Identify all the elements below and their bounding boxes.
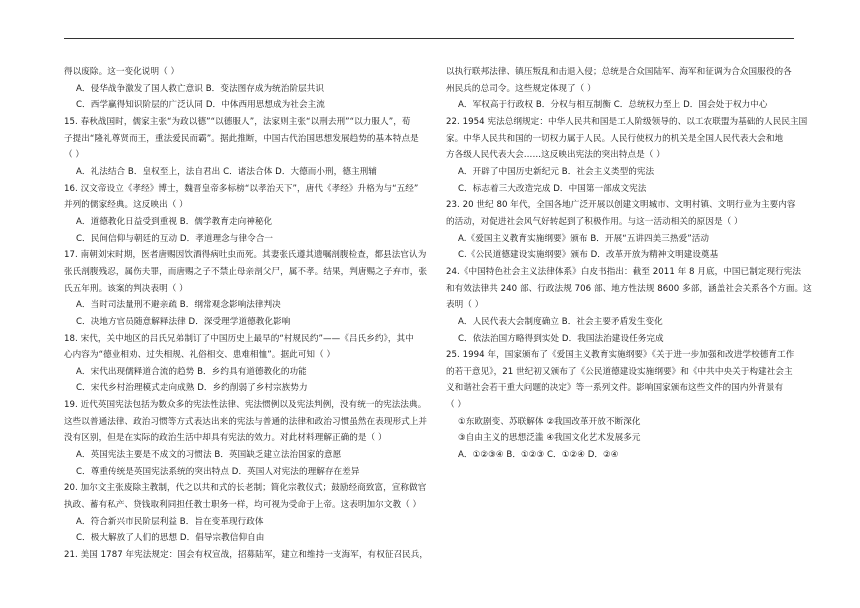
header-rule (64, 38, 794, 39)
text-line: 25. 1994 年，国家颁布了《爱国主义教育实施纲要》《关于进一步加强和改进学校德育工作 (446, 350, 795, 361)
text-line: C.《公民道德建设实施纲要》颁布 D．改革开放为精神文明建设奠基 (458, 250, 719, 261)
text-line: 张氏剖腹残忍，属伤夫罪，而唐赐之子不禁止母亲剖父尸，属不孝。结果，判唐赐之子弃市，张 (64, 266, 428, 277)
text-line: 以执行联邦法律、镇压叛乱和击退入侵；总统是合众国陆军、海军和征调为合众国服役的各 (446, 67, 792, 77)
text-line: 16. 汉文帝设立《孝经》博士，魏晋皇帝多标榜“以孝治天下”，唐代《孝经》升格为与“五经” (64, 183, 419, 194)
text-line: 的活动，对促进社会风气好转起到了积极作用。与这一活动相关的原因是（ ） (446, 216, 743, 227)
text-line: 州民兵的总司令。这些规定体现了（ ） (446, 83, 596, 94)
text-line: 得以废除。这一变化说明（ ） (64, 67, 180, 77)
text-line: 18. 宋代，关中地区的吕氏兄弟制订了中国历史上最早的“村规民约”——《吕氏乡约》，其中 (64, 333, 414, 344)
text-line: 21. 美国 1787 年宪法规定：国会有权宣战，招募陆军，建立和维持一支海军，有权征召民兵， (64, 550, 429, 561)
text-line: C．尊重传统是英国宪法系统的突出特点 D．英国人对宪法的理解存在差异 (76, 466, 360, 477)
text-line: A．①②③④ B．①②③ C．①②④ D．②④ (458, 450, 619, 461)
text-line: A．英国宪法主要是不成文的习惯法 B．英国缺乏建立法治国家的意愿 (76, 450, 342, 461)
text-line: 15. 春秋战国时，儒家主张“为政以德”“以德服人”，法家则主张“以刑去刑”“以力服人”，荀 (64, 116, 411, 127)
text-line: （ ） (64, 150, 85, 161)
text-line: ③自由主义的思想泛滥 ④我国文化艺术发展多元 (458, 433, 641, 444)
text-line: A．道德教化日益受到重视 B．儒学教育走向神秘化 (76, 216, 273, 227)
text-line: 执政、蓄有私产、贷钱取利同担任教士职务一样，均可视为受命于上帝。这表明加尔文教（ ） (64, 500, 422, 511)
text-line: C．决地方官员随意解释法律 D．深受理学道德教化影响 (76, 316, 291, 327)
text-line: 17. 南朝刘宋时期，医者唐赐因饮酒得病吐虫而死。其妻张氏遵其遗嘱剖腹检查，都县法官认为 (64, 250, 427, 261)
text-line: 氏五年刑。该案的判决表明（ ） (64, 283, 188, 294)
text-line: ①东欧剧变、苏联解体 ②我国改革开放不断深化 (458, 416, 641, 427)
text-line: 家。中华人民共和国的一切权力属于人民。人民行使权力的机关是全国人民代表大会和地 (446, 133, 784, 144)
text-line: A．人民代表大会制度确立 B．社会主要矛盾发生变化 (458, 316, 663, 327)
text-line: 的若干意见》，21 世纪初又颁布了《公民道德建设实施纲要》和《中共中央关于构建社会主 (446, 366, 793, 377)
text-line: A．当时司法量刑不避亲疏 B．纲常观念影响法律判决 (76, 300, 281, 311)
text-line: A．礼法结合 B．皇权至上，法自君出 C．诸法合体 D．大德而小刑，德主刑辅 (76, 166, 377, 177)
text-line: C．民间信仰与朝廷的互动 D．孝道理念与律令合一 (76, 233, 274, 244)
text-line: C．依法治国方略得到实处 D．我国法治建设任务完成 (458, 333, 664, 344)
text-line: A.《爱国主义教育实施纲要》颁布 B．开展“五讲四美三热爱”活动 (458, 233, 710, 244)
text-line: C．标志着三大改造完成 D．中国第一部成文宪法 (458, 183, 647, 194)
text-line: 子提出“隆礼尊贤而王，重法爱民而霸”。据此推断，中国古代治国思想发展趋势的基本特点是 (64, 133, 419, 144)
text-line: A．侵华战争激发了国人救亡意识 B．变法图存成为统治阶层共识 (76, 83, 325, 94)
text-line: A．军权高于行政权 B．分权与相互制衡 C．总统权力至上 D．国会处于权力中心 (458, 100, 768, 111)
text-line: C．宋代乡村治理模式走向成熟 D．乡约削弱了乡村宗族势力 (76, 383, 308, 394)
text-line: 22. 1954 宪法总纲规定：中华人民共和国是工人阶级领导的、以工农联盟为基础的人民民主国 (446, 116, 808, 127)
left-column (64, 64, 434, 564)
text-line: 24.《中国特色社会主义法律体系》白皮书指出：截至 2011 年 8 月底，中国已制定现行宪法 (446, 266, 802, 277)
right-column (446, 64, 812, 464)
text-line: 表明（ ） (446, 300, 484, 311)
text-line: 心内容为“德业相劝、过失相规、礼俗相交、患难相恤”。据此可知（ ） (64, 350, 336, 361)
text-line: 没有区别，但是在实际的政治生活中却具有宪法的效力。对此材料理解正确的是（ ） (64, 433, 387, 444)
text-line: （ ） (446, 400, 467, 411)
text-line: 方各级人民代表大会……这反映出宪法的突出特点是（ ） (446, 150, 665, 161)
text-line: 19. 近代英国宪法包括为数众多的宪法性法律、宪法惯例以及宪法判例，没有统一的宪法法典。 (64, 400, 427, 411)
text-line: C．极大解放了人们的思想 D．倡导宗教信仰自由 (76, 533, 265, 544)
text-line: 义和谐社会若干重大问题的决定》等一系列文件。影响国家颁布这些文件的国内外背景有 (446, 383, 784, 394)
text-line: 和有效法律共 240 部、行政法规 706 部、地方性法规 8600 多部，涵盖社会关系各个方面。这 (446, 283, 812, 294)
text-line: C．西学赢得知识阶层的广泛认同 D．中体西用思想成为社会主流 (76, 100, 325, 111)
text-line: A．开辟了中国历史新纪元 B．社会主义类型的宪法 (458, 166, 655, 177)
text-line: A．符合新兴市民阶层利益 B．旨在变革现行政体 (76, 516, 264, 527)
text-line: 20. 加尔文主张废除主教制，代之以共和式的长老制；简化宗教仪式；鼓励经商致富，宣称做官 (64, 483, 427, 494)
text-line: 23. 20 世纪 80 年代，全国各地广泛开展以创建文明城市、文明村镇、文明行业为主要内容 (446, 200, 796, 211)
text-line: 这些以普通法律、政治习惯等方式表达出来的宪法与普通的法律和政治习惯虽然在表现形式上并 (64, 416, 428, 427)
text-line: A．宋代出现儒释道合流的趋势 B．乡约具有道德教化的功能 (76, 366, 307, 377)
text-line: 并列的儒家经典。这反映出（ ） (64, 200, 188, 211)
